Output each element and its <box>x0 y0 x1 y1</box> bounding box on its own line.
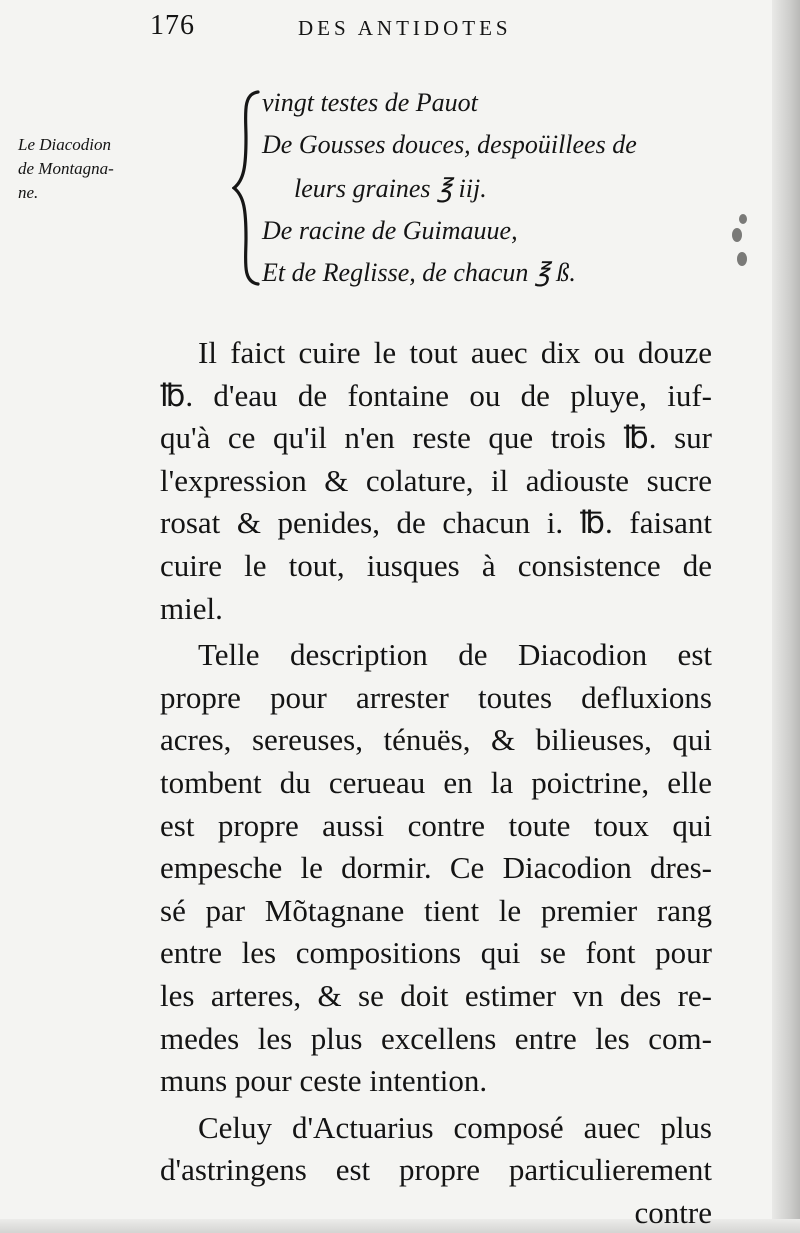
text-line: muns pour ceste intention. <box>160 1063 488 1099</box>
text-line: rosat & penides, de chacun i. ℔. faisant <box>160 505 712 541</box>
text-line: est propre aussi contre toute toux qui <box>160 807 712 843</box>
catchword: contre <box>634 1194 712 1230</box>
recipe-line: Et de Reglisse, de chacun ℥ ß. <box>262 258 576 287</box>
recipe-block <box>232 84 712 296</box>
margin-note-line: Le Diacodion <box>18 135 112 154</box>
text-line: ℔. d'eau de fontaine ou de pluye, iuf- <box>160 377 712 413</box>
recipe-line: De racine de Guimauue, <box>262 216 518 245</box>
binding-hole <box>739 214 747 224</box>
text-line: d'astringens est propre particulierement <box>160 1152 712 1188</box>
text-line: miel. <box>160 590 223 626</box>
recipe-line: De Gousses douces, despoüillees de <box>262 130 637 159</box>
running-head: DES ANTIDOTES <box>298 16 512 40</box>
binding-hole <box>737 252 747 266</box>
text-line: qu'à ce qu'il n'en reste que trois ℔. sur <box>160 420 712 456</box>
recipe-line: vingt testes de Pauot <box>262 88 478 117</box>
text-line: empesche le dormir. Ce Diacodion dres- <box>160 850 712 886</box>
page-edge-right <box>772 0 800 1233</box>
page-number: 176 <box>150 10 195 41</box>
text-line: l'expression & colature, il adiouste sucre <box>160 462 712 498</box>
text-line: medes les plus excellens entre les com- <box>160 1020 712 1056</box>
margin-note-line: de Montagna- <box>18 159 114 178</box>
text-line: tombent du cerueau en la poictrine, elle <box>160 764 712 800</box>
text-line: Celuy d'Actuarius composé auec plus <box>198 1109 712 1145</box>
text-line: les arteres, & se doit estimer vn des re- <box>160 977 712 1013</box>
text-line: cuire le tout, iusques à consistence de <box>160 547 712 583</box>
text-line: propre pour arrester toutes defluxions <box>160 679 712 715</box>
text-line: Telle description de Diacodion est <box>198 637 712 673</box>
text-line: acres, sereuses, ténuës, & bilieuses, qui <box>160 722 712 758</box>
margin-note-line: ne. <box>18 183 39 202</box>
curly-brace-icon <box>232 88 262 288</box>
recipe-line: leurs graines ℥ iij. <box>294 174 487 203</box>
text-line: entre les compositions qui se font pour <box>160 935 712 971</box>
body-text <box>160 332 712 1233</box>
margin-note <box>18 133 158 205</box>
text-line: sé par Mõtagnane tient le premier rang <box>160 892 712 928</box>
binding-hole <box>732 228 742 242</box>
page-header <box>150 10 620 46</box>
text-line: Il faict cuire le tout auec dix ou douze <box>198 335 712 370</box>
